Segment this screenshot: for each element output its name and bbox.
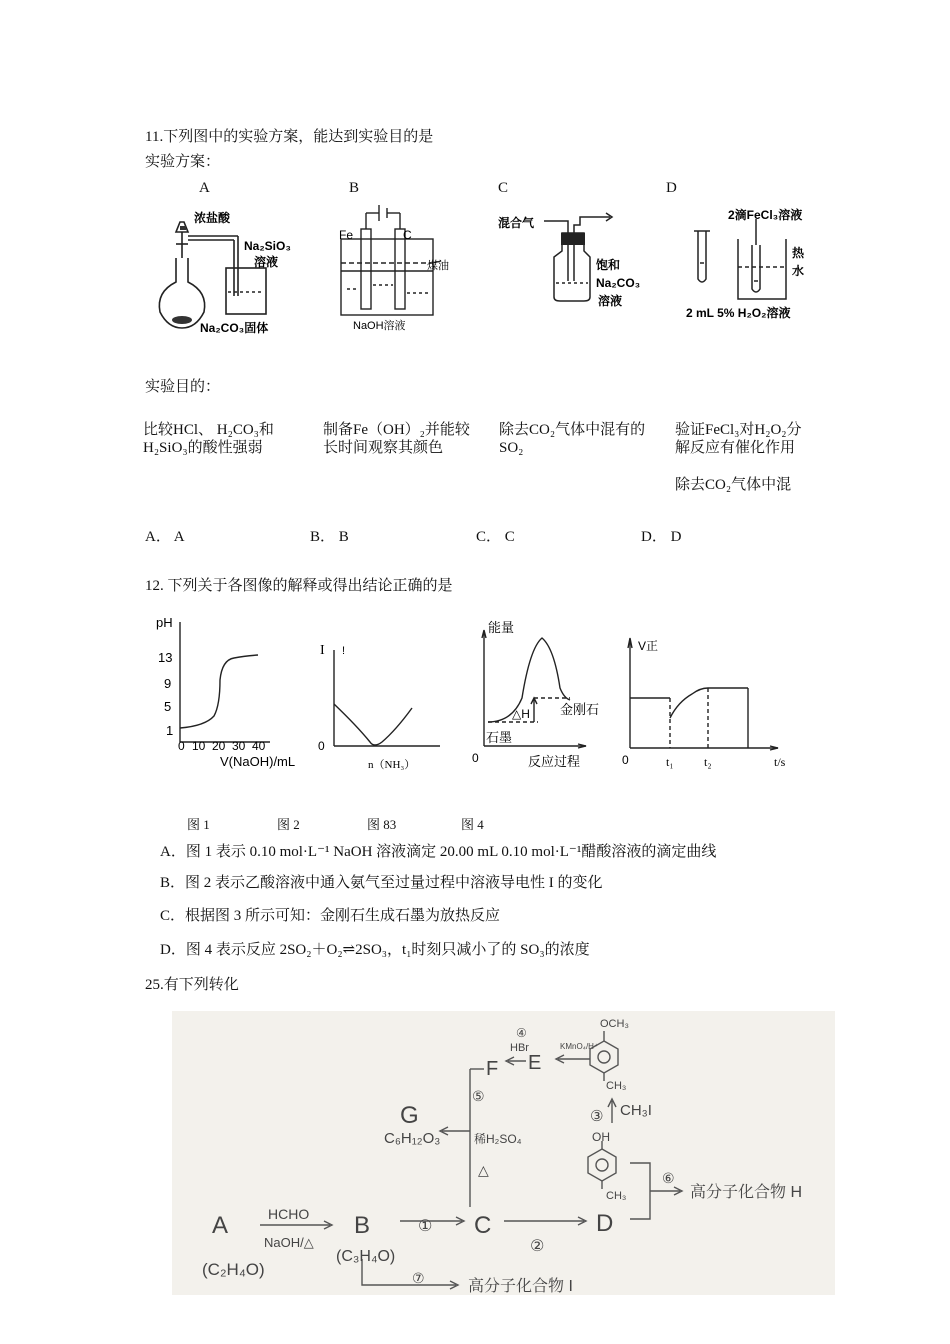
purpose-d-extra: 除去CO₂气体中混 [675,477,792,493]
scheme-reagent-hcho: HCHO [268,1206,310,1222]
scheme-step3-reagent: CH₃I [620,1102,652,1119]
scheme-b: B [354,1212,371,1239]
purpose-c: 除去CO₂气体中混有的SO₂ [499,422,646,456]
scheme-step5: ⑤ [472,1088,485,1104]
figure-1-titration [150,610,315,770]
label-saturated: 饱和 [596,258,621,272]
apparatus-d-diagram [680,205,830,325]
caption-fig1: 图 1 [187,817,210,832]
fig1-xtick-10: 10 [192,739,206,753]
scheme-heat: △ [478,1162,489,1178]
q12-stem: 12. 下列关于各图像的解释或得出结论正确的是 [145,578,453,594]
scheme-d-ch3: CH₃ [606,1190,627,1202]
fig3-graphite: 石墨 [486,730,513,745]
label-kerosene: 煤油 [427,260,449,272]
fig1-xlabel: V(NaOH)/mL [220,754,296,769]
fig1-ytick-5: 5 [164,699,172,714]
fig4-xlabel: t/s [774,755,786,769]
scheme-reagent-naoh: NaOH/△ [264,1235,314,1250]
scheme-g-formula: C₆H₁₂O₃ [384,1130,441,1147]
q11-col-c: C [498,180,509,196]
q25-stem: 25.有下列转化 [145,977,239,993]
reaction-scheme-photo [172,1011,835,1295]
fig1-xtick-20: 20 [212,739,226,753]
label-fe: Fe [339,228,354,242]
label-water: 水 [792,264,805,278]
q11-col-a: A [199,180,210,196]
scheme-step7: ⑦ [412,1270,425,1286]
figure-3-energy [468,618,628,773]
apparatus-a-diagram [150,200,320,340]
q12-option-a[interactable]: A．图 1 表示 0.10 mol·L⁻¹ NaOH 溶液滴定 20.00 mL 0.10 mol·L⁻¹醋酸溶液的滴定曲线 [160,844,717,860]
fig1-ytick-13: 13 [158,650,173,665]
purpose-d: 验证FeCl₃对H₂O₂分解反应有催化作用 [675,422,802,456]
scheme-e-ch3: CH₃ [606,1080,627,1092]
apparatus-b-diagram [333,205,463,335]
scheme-d-oh: OH [592,1130,610,1144]
q11-purpose-label: 实验目的： [145,379,221,395]
label-na2co3-solid: Na₂CO₃固体 [200,321,269,335]
fig4-t1: t₁ [666,755,674,769]
caption-fig2: 图 2 [277,817,300,832]
apparatus-c-diagram [498,203,668,313]
scheme-step4: ④ [516,1026,527,1040]
scheme-step2: ② [530,1238,545,1255]
label-h2o2: 2 mL 5% H₂O₂溶液 [686,306,791,320]
caption-fig4: 图 4 [461,817,484,832]
fig1-ylabel: pH [156,615,173,630]
scheme-step5-reagent: 稀H₂SO₄ [474,1132,522,1146]
fig1-xtick-30: 30 [232,739,246,753]
scheme-step6: ⑥ [662,1170,675,1186]
fig1-ytick-1: 1 [166,723,174,738]
label-na2co3: Na₂CO₃ [596,276,641,290]
scheme-e-och3: OCH₃ [600,1018,629,1030]
q11-option-b[interactable]: B． B [310,529,349,545]
scheme-a-formula: (C₂H₄O) [202,1260,265,1279]
scheme-d: D [596,1210,614,1237]
fig4-origin: 0 [622,753,629,767]
figure-4-rate [618,630,798,775]
q12-option-b[interactable]: B．图 2 表示乙酸溶液中通入氨气至过量过程中溶液导电性 I 的变化 [160,875,603,891]
q11-col-b: B [349,180,360,196]
fig1-xtick-40: 40 [252,739,266,753]
q12-option-c[interactable]: C．根据图 3 所示可知：金刚石生成石墨为放热反应 [160,908,501,924]
q11-option-c[interactable]: C． C [476,529,515,545]
label-solution-a: 溶液 [254,255,279,269]
scheme-g: G [400,1102,419,1129]
q11-stem: 11.下列图中的实验方案，能达到实验目的是 [145,129,434,145]
fig1-xtick-0: 0 [178,739,185,753]
scheme-a: A [212,1212,229,1239]
scheme-b-formula: (C₃H₄O) [336,1248,396,1265]
fig3-diamond: 金刚石 [560,702,600,717]
scheme-polymer-h: 高分子化合物 H [690,1184,803,1201]
fig3-origin: 0 [472,751,479,765]
q11-col-d: D [666,180,677,196]
purpose-a: 比较HCl、 H₂CO₃和H₂SiO₃的酸性强弱 [143,422,274,456]
scheme-step3: ③ [590,1108,604,1125]
fig2-mark: ! [342,645,346,657]
fig1-ytick-9: 9 [164,676,172,691]
label-hcl: 浓盐酸 [194,211,231,225]
label-c: C [403,228,412,242]
scheme-polymer-i: 高分子化合物 I [468,1278,573,1295]
scheme-f: F [486,1058,499,1080]
fig3-xlabel: 反应过程 [528,754,581,769]
label-naoh: NaOH溶液 [353,320,406,332]
scheme-kmno4: KMnO₄/H⁺ [560,1042,599,1051]
q11-option-a[interactable]: A． A [145,529,185,545]
label-fecl3: 2滴FeCl₃溶液 [728,208,803,222]
scheme-e: E [528,1052,542,1074]
q11-scheme-label: 实验方案： [145,154,221,170]
label-na2sio3: Na₂SiO₃ [244,239,291,253]
fig2-ylabel: I [320,643,325,658]
fig4-t2: t₂ [704,755,712,769]
scheme-step1: ① [418,1218,433,1235]
label-mixed-gas: 混合气 [498,216,535,230]
scheme-step4-reagent: HBr [510,1042,529,1054]
label-solution-c: 溶液 [598,294,623,308]
label-hot: 热 [792,246,805,260]
scheme-c: C [474,1212,492,1239]
q11-option-d[interactable]: D． D [641,529,682,545]
fig4-ylabel: V正 [638,639,659,653]
fig2-origin: 0 [318,739,325,753]
fig3-dh: △H [512,707,530,721]
caption-fig3: 图 83 [367,817,397,832]
fig2-xlabel: n（NH₃） [368,759,416,770]
figure-2-conductivity [312,630,452,770]
purpose-b: 制备Fe（OH）₂并能较长时间观察其颜色 [323,422,470,456]
q12-option-d[interactable]: D．图 4 表示反应 2SO₂＋O₂⇌2SO₃，t₁时刻只减小了的 SO₃的浓度 [160,942,590,958]
fig3-ylabel: 能量 [488,620,515,635]
